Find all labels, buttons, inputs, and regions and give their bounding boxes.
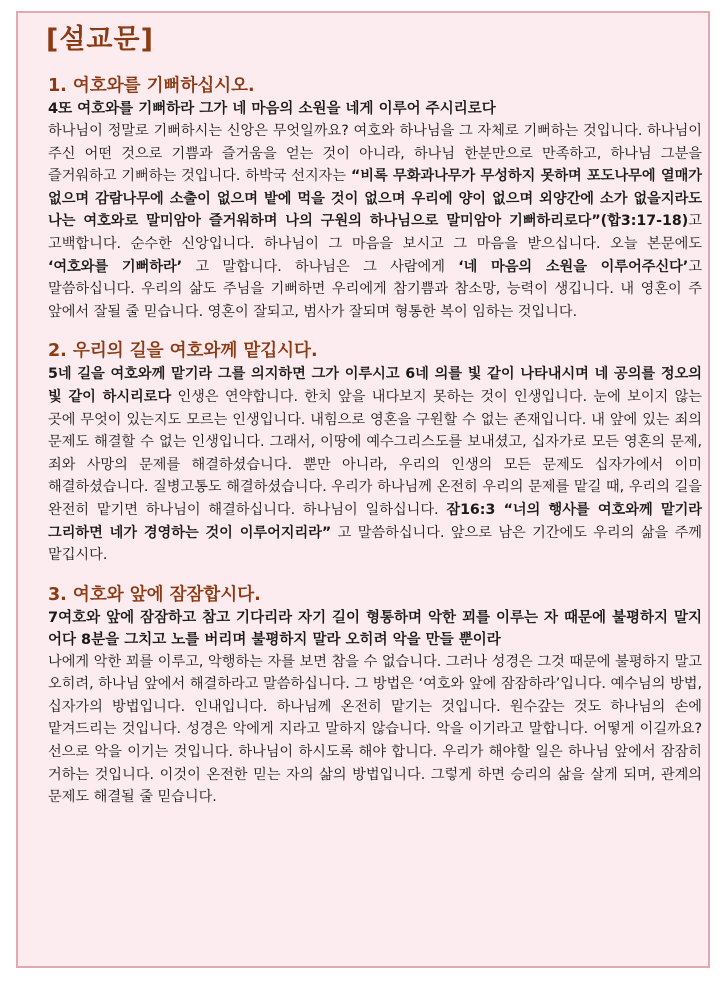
section-body (48, 363, 702, 566)
body-text: 하나님이 정말로 기뻐하시는 신앙은 무엇일까요? 여호와 하나님을 그 자체로 기뻐하는 것입니다. 하나님이 주신 어떤 것으로 기쁨과 즐거움을 얻는 것이 아니라, 하나님 한분만으로 만족하고, 하나님 그분을 즐거워하고 기뻐하는 것입니다. 하박국 선지자는 (48, 123, 702, 185)
body-text: 고 말씀하십니다. 우리의 삶도 주님을 기뻐하면 우리에게 참기쁨과 참소망, 능력이 생깁니다. 내 영혼이 주 앞에서 잘될 줄 믿습니다. 영혼이 잘되고, 범사가 잘되며 형통한 복이 임하는 것입니다. (48, 258, 702, 320)
body-text: 고 고백합니다. 순수한 신앙입니다. 하나님이 그 마음을 보시고 그 마음을 받으십니다. 오늘 본문에도 (48, 213, 702, 252)
section-heading: 1. 여호와를 기뻐하십시오. (48, 76, 255, 96)
sermon-content (48, 75, 702, 826)
scripture-verse: 5네 길을 여호와께 맡기라 그를 의지하면 그가 이루시고 6네 의를 빛 같이 나타내시며 네 공의를 정오의 빛 같이 하시리로다 (48, 366, 702, 405)
section-body (48, 120, 702, 323)
quoted-scripture: ‘네 마음의 소원을 이루어주신다’ (458, 258, 689, 275)
sermon-frame (16, 11, 710, 968)
section-heading: 2. 우리의 길을 여호와께 맡깁시다. (48, 341, 318, 362)
quoted-scripture: “비록 무화과나무가 무성하지 못하며 포도나무에 열매가 없으며 감람나무에 소출이 없으며 밭에 먹을 것이 없으며 우리에 양이 없으며 외양간에 소가 없을지라도 나는 여호와로 말미암아 즐거워하며 나의 구원의 하나님으로 말미암아 기뻐하리로다”(합3:17-18) (48, 168, 702, 230)
section-3 (48, 584, 702, 809)
body-text: 인생은 연약합니다. 한치 앞을 내다보지 못하는 것이 인생입니다. 눈에 보이지 않는 곳에 무엇이 있는지도 모르는 인생입니다. 내힘으로 영혼을 구원할 수 없는 존재입니다. 내 앞에 있는 죄의 문제도 해결할 수 없는 인생입니다. 그래서, 이땅에 예수그리스도를 보내셨고, 십자가로 모든 영혼의 문제, 죄와 사망의 문제를 해결하셨습니다. 뿐만 아니라, 우리의 인생의 모든 문제도 십자가에서 이미 해결하셨습니다. 질병고통도 해결하셨습니다. 우리가 하나님께 온전히 우리의 문제를 맡길 때, 우리의 길을 완전히 맡기면 하나님이 해결하십니다. 하나님이 일하십니다. (48, 388, 702, 518)
section-2 (48, 340, 702, 566)
scripture-verse: 4또 여호와를 기뻐하라 그가 네 마음의 소원을 네게 이루어 주시리로다 (48, 101, 496, 117)
section-body: 나에게 악한 꾀를 이루고, 악행하는 자를 보면 참을 수 없습니다. 그러나 성경은 그것 때문에 불평하지 말고 오히려, 하나님 앞에서 해결하라고 말씀하십니다. 그 방법은 ‘여호와 앞에 잠잠하라’입니다. 예수님의 방법, 십자가의 방법입니다. 인내입니다. 하나님께 온전히 맡기는 것입니다. 원수갚는 것도 하나님의 손에 맡겨드리는 것입니다. 성경은 악에게 지라고 말하지 않습니다. 악을 이기라고 말합니다. 어떻게 이길까요? 선으로 악을 이기는 것입니다. 하나님이 하시도록 해야 합니다. 우리가 해야할 일은 하나님 앞에서 잠잠히 거하는 것입니다. 이것이 온전한 믿는 자의 삶의 방법입니다. 그렇게 하면 승리의 삶을 살게 되며, 관계의 문제도 해결될 줄 믿습니다. (48, 653, 702, 806)
section-1 (48, 75, 702, 323)
section-heading: 3. 여호와 앞에 잠잠합시다. (48, 584, 261, 605)
quoted-scripture: 잠16:3 “너의 행사를 여호와께 맡기라 그리하면 네가 경영하는 것이 이루어지리라” (48, 501, 702, 541)
body-text: 고 말씀하십니다. 앞으로 남은 기간에도 우리의 삶을 주께 맡깁시다. (48, 524, 702, 564)
page-title: [설교문] (46, 24, 154, 55)
body-text: 고 말합니다. 하나님은 그 사람에게 (182, 258, 459, 275)
scripture-verse: 7여호와 앞에 잠잠하고 참고 기다리라 자기 길이 형통하며 악한 꾀를 이루는 자 때문에 불평하지 말지어다 8분을 그치고 노를 버리며 불평하지 말라 오히려 악을 만들 뿐이라 (48, 609, 702, 648)
quoted-scripture: ‘여호와를 기뻐하라’ (48, 258, 183, 275)
